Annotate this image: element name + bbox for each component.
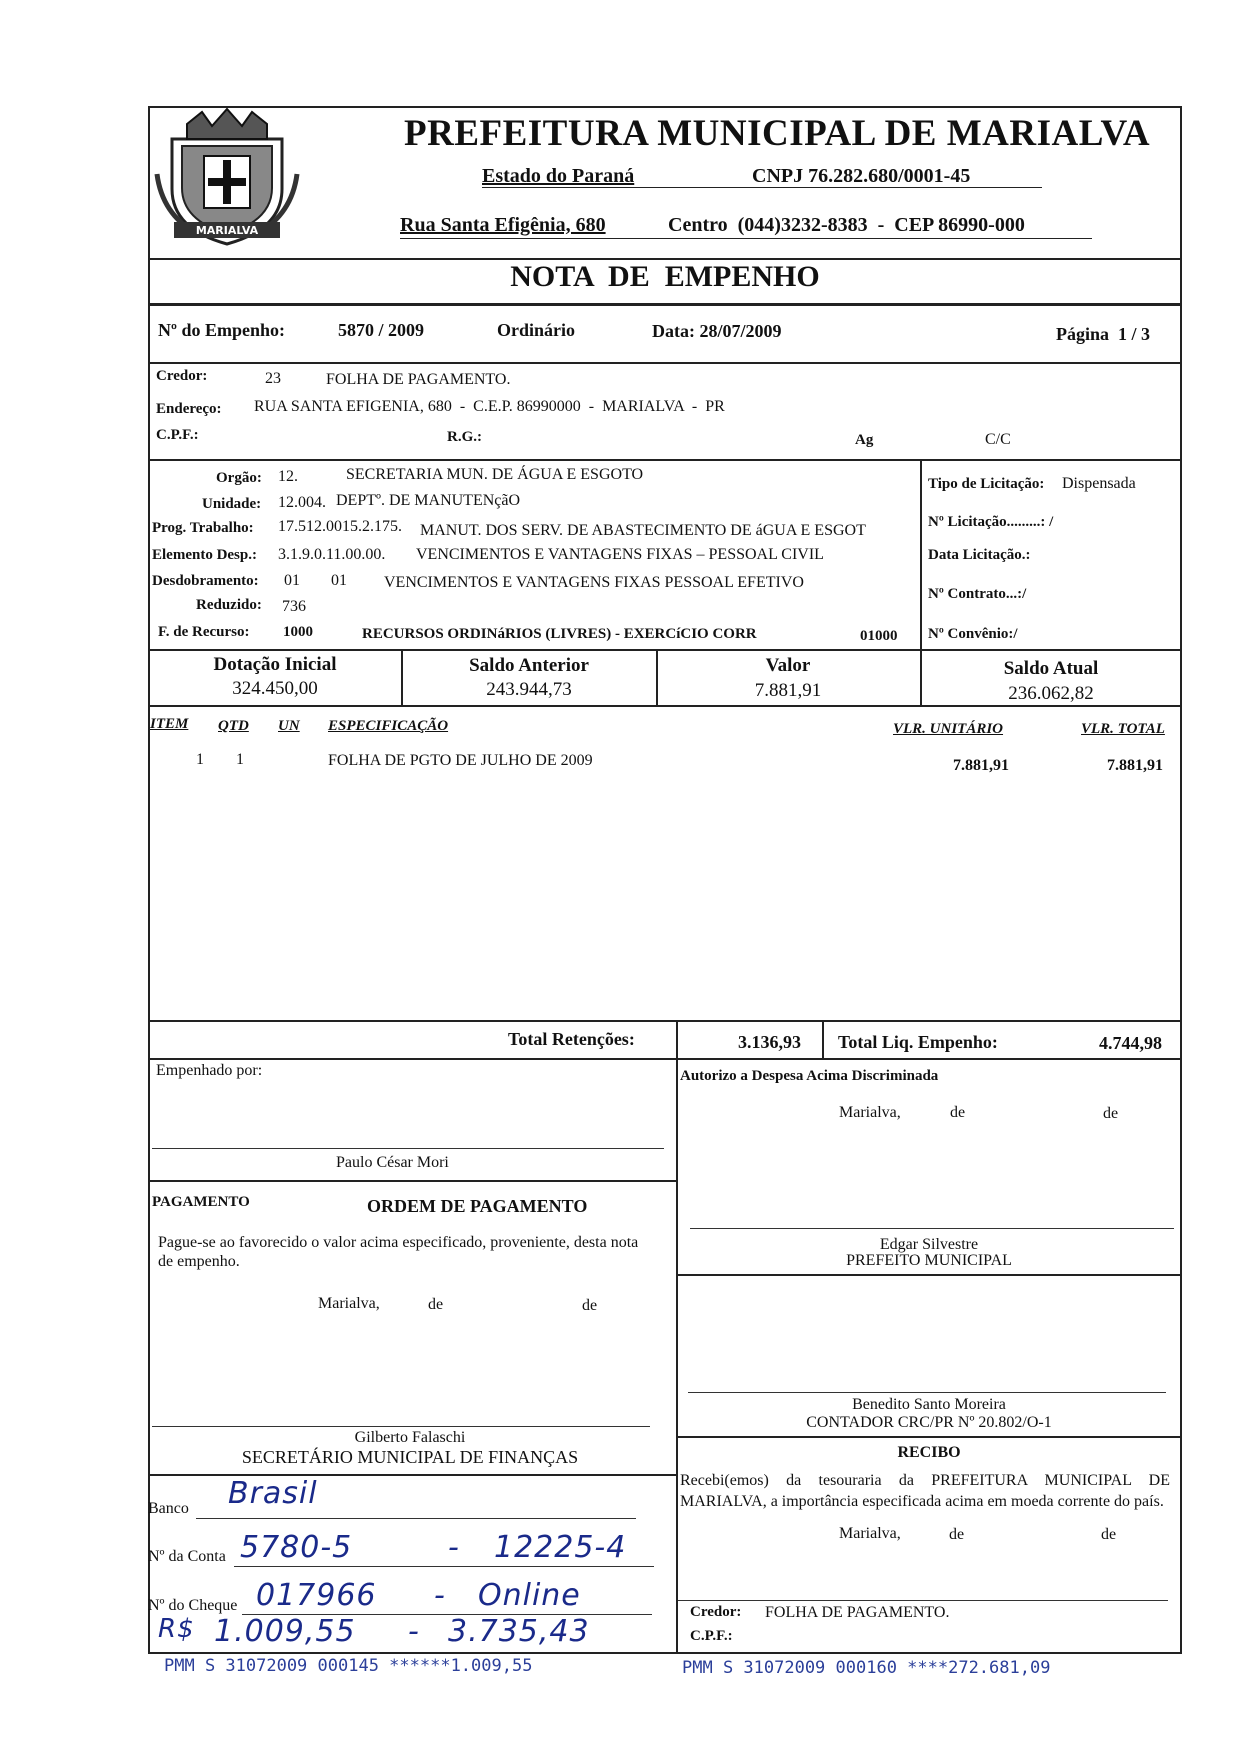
pagamento-text: Pague-se ao favorecido o valor acima especificado, proveniente, desta nota de empenho. bbox=[158, 1234, 639, 1270]
pagamento-de-1: de bbox=[428, 1296, 444, 1313]
saldo-anterior-label: Saldo Anterior bbox=[469, 655, 589, 676]
unidade-name: DEPTº. DE MANUTENçãO bbox=[336, 492, 521, 509]
cheque-separator: - bbox=[434, 1578, 446, 1613]
col-vlr-unitario: VLR. UNITÁRIO bbox=[893, 721, 1004, 737]
header-title: PREFEITURA MUNICIPAL DE MARIALVA bbox=[404, 113, 1151, 154]
recibo-cpf-label: C.P.F.: bbox=[690, 1628, 733, 1644]
tipo-licitacao-value: Dispensada bbox=[1062, 475, 1136, 492]
endereco-value: RUA SANTA EFIGENIA, 680 - C.E.P. 86990000 - MARIALVA - PR bbox=[254, 398, 725, 415]
numero-convenio: Nº Convênio:/ bbox=[928, 626, 1018, 642]
autorizo-label: Autorizo a Despesa Acima Discriminada bbox=[680, 1068, 939, 1084]
recibo-credor-label: Credor: bbox=[690, 1604, 742, 1620]
municipal-crest bbox=[152, 104, 302, 254]
header-address: Rua Santa Efigênia, 680 bbox=[400, 214, 606, 236]
conta-label: Nº da Conta bbox=[148, 1548, 226, 1565]
empenho-date: Data: 28/07/2009 bbox=[652, 321, 782, 341]
recurso-number: 01000 bbox=[860, 628, 898, 644]
pagamento-label: PAGAMENTO bbox=[152, 1194, 250, 1210]
orgao-label: Orgão: bbox=[216, 470, 262, 486]
contador-name: Benedito Santo Moreira bbox=[852, 1396, 1006, 1413]
recibo-text: Recebi(emos) da tesouraria da PREFEITURA MUNICIPAL DE MARIALVA, a importância especificada acima em moeda corrente do país. bbox=[680, 1472, 1170, 1510]
secretario-role: SECRETÁRIO MUNICIPAL DE FINANÇAS bbox=[241, 1447, 579, 1467]
cpf-label: C.P.F.: bbox=[156, 427, 199, 443]
crest-ribbon-text: MARIALVA bbox=[195, 224, 259, 237]
rs-handwritten-1: 1.009,55 bbox=[214, 1614, 356, 1649]
total-liquido-label: Total Liq. Empenho: bbox=[838, 1032, 998, 1052]
cheque-handwritten-1: 017966 bbox=[256, 1578, 377, 1613]
saldo-atual-label: Saldo Atual bbox=[1003, 658, 1099, 679]
numero-licitacao: Nº Licitação.........: / bbox=[928, 514, 1054, 530]
ag-label: Ag bbox=[855, 432, 874, 448]
desdobramento-label: Desdobramento: bbox=[152, 573, 259, 589]
stamp-left: PMM S 31072009 000145 ******1.009,55 bbox=[164, 1656, 533, 1676]
elemento-code: 3.1.9.0.11.00.00. bbox=[278, 546, 386, 563]
saldo-atual-value: 236.062,82 bbox=[1008, 683, 1094, 704]
col-vlr-total: VLR. TOTAL bbox=[1081, 721, 1165, 737]
stamp-right: PMM S 31072009 000160 ****272.681,09 bbox=[682, 1658, 1051, 1678]
reduzido-value: 736 bbox=[282, 598, 306, 615]
cheque-handwritten-2: Online bbox=[478, 1578, 581, 1613]
col-item: ITEM bbox=[150, 716, 189, 732]
saldo-anterior-value: 243.944,73 bbox=[486, 679, 572, 700]
cheque-label: Nº do Cheque bbox=[148, 1597, 238, 1614]
col-qtd: QTD bbox=[218, 718, 249, 734]
recibo-de-2: de bbox=[1101, 1526, 1117, 1543]
elemento-label: Elemento Desp.: bbox=[152, 547, 257, 563]
item-qtd: 1 bbox=[236, 751, 244, 768]
dotacao-inicial-label: Dotação Inicial bbox=[213, 654, 337, 675]
dotacao-inicial-value: 324.450,00 bbox=[232, 678, 318, 699]
recibo-title: RECIBO bbox=[897, 1444, 961, 1461]
endereco-label: Endereço: bbox=[156, 401, 222, 417]
prog-code: 17.512.0015.2.175. bbox=[278, 518, 402, 535]
empenhado-por-name: Paulo César Mori bbox=[336, 1154, 449, 1171]
total-retencoes-label: Total Retenções: bbox=[508, 1029, 635, 1049]
empenhado-por-label: Empenhado por: bbox=[156, 1062, 263, 1079]
conta-separator: - bbox=[448, 1530, 460, 1565]
recibo-de-1: de bbox=[949, 1526, 965, 1543]
ordem-pagamento-label: ORDEM DE PAGAMENTO bbox=[367, 1196, 588, 1216]
reduzido-label: Reduzido: bbox=[196, 597, 262, 613]
prog-label: Prog. Trabalho: bbox=[152, 520, 254, 536]
item-vlr-total: 7.881,91 bbox=[1107, 757, 1163, 774]
recurso-code: 1000 bbox=[283, 624, 313, 640]
col-un: UN bbox=[278, 718, 300, 734]
data-licitacao: Data Licitação.: bbox=[928, 547, 1031, 563]
conta-handwritten-1: 5780-5 bbox=[240, 1530, 353, 1565]
document-title: NOTA DE EMPENHO bbox=[510, 260, 820, 293]
autorizo-de-1: de bbox=[950, 1104, 966, 1121]
total-liquido-value: 4.744,98 bbox=[1099, 1033, 1162, 1053]
header-cnpj: CNPJ 76.282.680/0001-45 bbox=[752, 165, 971, 187]
desdobramento-code-1: 01 bbox=[284, 572, 300, 589]
credor-code: 23 bbox=[265, 370, 281, 387]
contador-role: CONTADOR CRC/PR Nº 20.802/O-1 bbox=[806, 1414, 1052, 1431]
orgao-name: SECRETARIA MUN. DE ÁGUA E ESGOTO bbox=[346, 466, 644, 483]
desdobramento-name: VENCIMENTOS E VANTAGENS FIXAS PESSOAL EFETIVO bbox=[384, 574, 804, 591]
desdobramento-code-2: 01 bbox=[331, 572, 347, 589]
pagamento-city: Marialva, bbox=[318, 1295, 380, 1312]
rs-handwritten-2: 3.735,43 bbox=[448, 1614, 590, 1649]
unidade-code: 12.004. bbox=[278, 494, 326, 511]
recibo-credor-value: FOLHA DE PAGAMENTO. bbox=[765, 1604, 950, 1621]
item-especificacao: FOLHA DE PGTO DE JULHO DE 2009 bbox=[328, 752, 593, 769]
empenho-number: 5870 / 2009 bbox=[338, 320, 425, 340]
rg-label: R.G.: bbox=[447, 429, 482, 445]
col-especificacao: ESPECIFICAÇÃO bbox=[328, 718, 449, 734]
rs-handwritten-label: R$ bbox=[158, 1614, 195, 1644]
autorizo-city: Marialva, bbox=[839, 1104, 901, 1121]
item-vlr-unitario: 7.881,91 bbox=[953, 757, 1009, 774]
page-number: Página 1 / 3 bbox=[1056, 324, 1151, 344]
prefeito-role: PREFEITO MUNICIPAL bbox=[846, 1252, 1012, 1269]
header-address-rest: Centro (044)3232-8383 - CEP 86990-000 bbox=[668, 214, 1025, 236]
secretario-name: Gilberto Falaschi bbox=[354, 1429, 466, 1446]
recurso-label: F. de Recurso: bbox=[158, 624, 250, 640]
cc-label: C/C bbox=[985, 431, 1011, 448]
conta-handwritten-2: 12225-4 bbox=[494, 1530, 627, 1565]
autorizo-de-2: de bbox=[1103, 1105, 1119, 1122]
recurso-name: RECURSOS ORDINáRIOS (LIVRES) - EXERCíCIO CORR bbox=[362, 626, 757, 642]
prefeito-name: Edgar Silvestre bbox=[879, 1236, 979, 1253]
total-retencoes-value: 3.136,93 bbox=[738, 1032, 801, 1052]
prog-name: MANUT. DOS SERV. DE ABASTECIMENTO DE áGUA E ESGOT bbox=[420, 522, 866, 539]
valor-label: Valor bbox=[765, 655, 811, 676]
valor-value: 7.881,91 bbox=[754, 680, 822, 701]
rs-separator: - bbox=[408, 1614, 420, 1649]
pagamento-de-2: de bbox=[582, 1297, 598, 1314]
elemento-name: VENCIMENTOS E VANTAGENS FIXAS – PESSOAL CIVIL bbox=[416, 546, 824, 563]
banco-handwritten: Brasil bbox=[228, 1476, 318, 1511]
item-number: 1 bbox=[196, 751, 204, 768]
banco-label: Banco bbox=[148, 1500, 189, 1517]
header-state: Estado do Paraná bbox=[482, 165, 635, 187]
empenho-number-label: Nº do Empenho: bbox=[158, 320, 285, 340]
numero-contrato: Nº Contrato...:/ bbox=[928, 586, 1027, 602]
credor-label: Credor: bbox=[156, 368, 208, 384]
recibo-city: Marialva, bbox=[839, 1525, 901, 1542]
tipo-licitacao-label: Tipo de Licitação: bbox=[928, 476, 1045, 492]
unidade-label: Unidade: bbox=[202, 496, 262, 512]
empenho-type: Ordinário bbox=[497, 320, 576, 340]
credor-name: FOLHA DE PAGAMENTO. bbox=[326, 371, 511, 388]
orgao-code: 12. bbox=[278, 468, 298, 485]
